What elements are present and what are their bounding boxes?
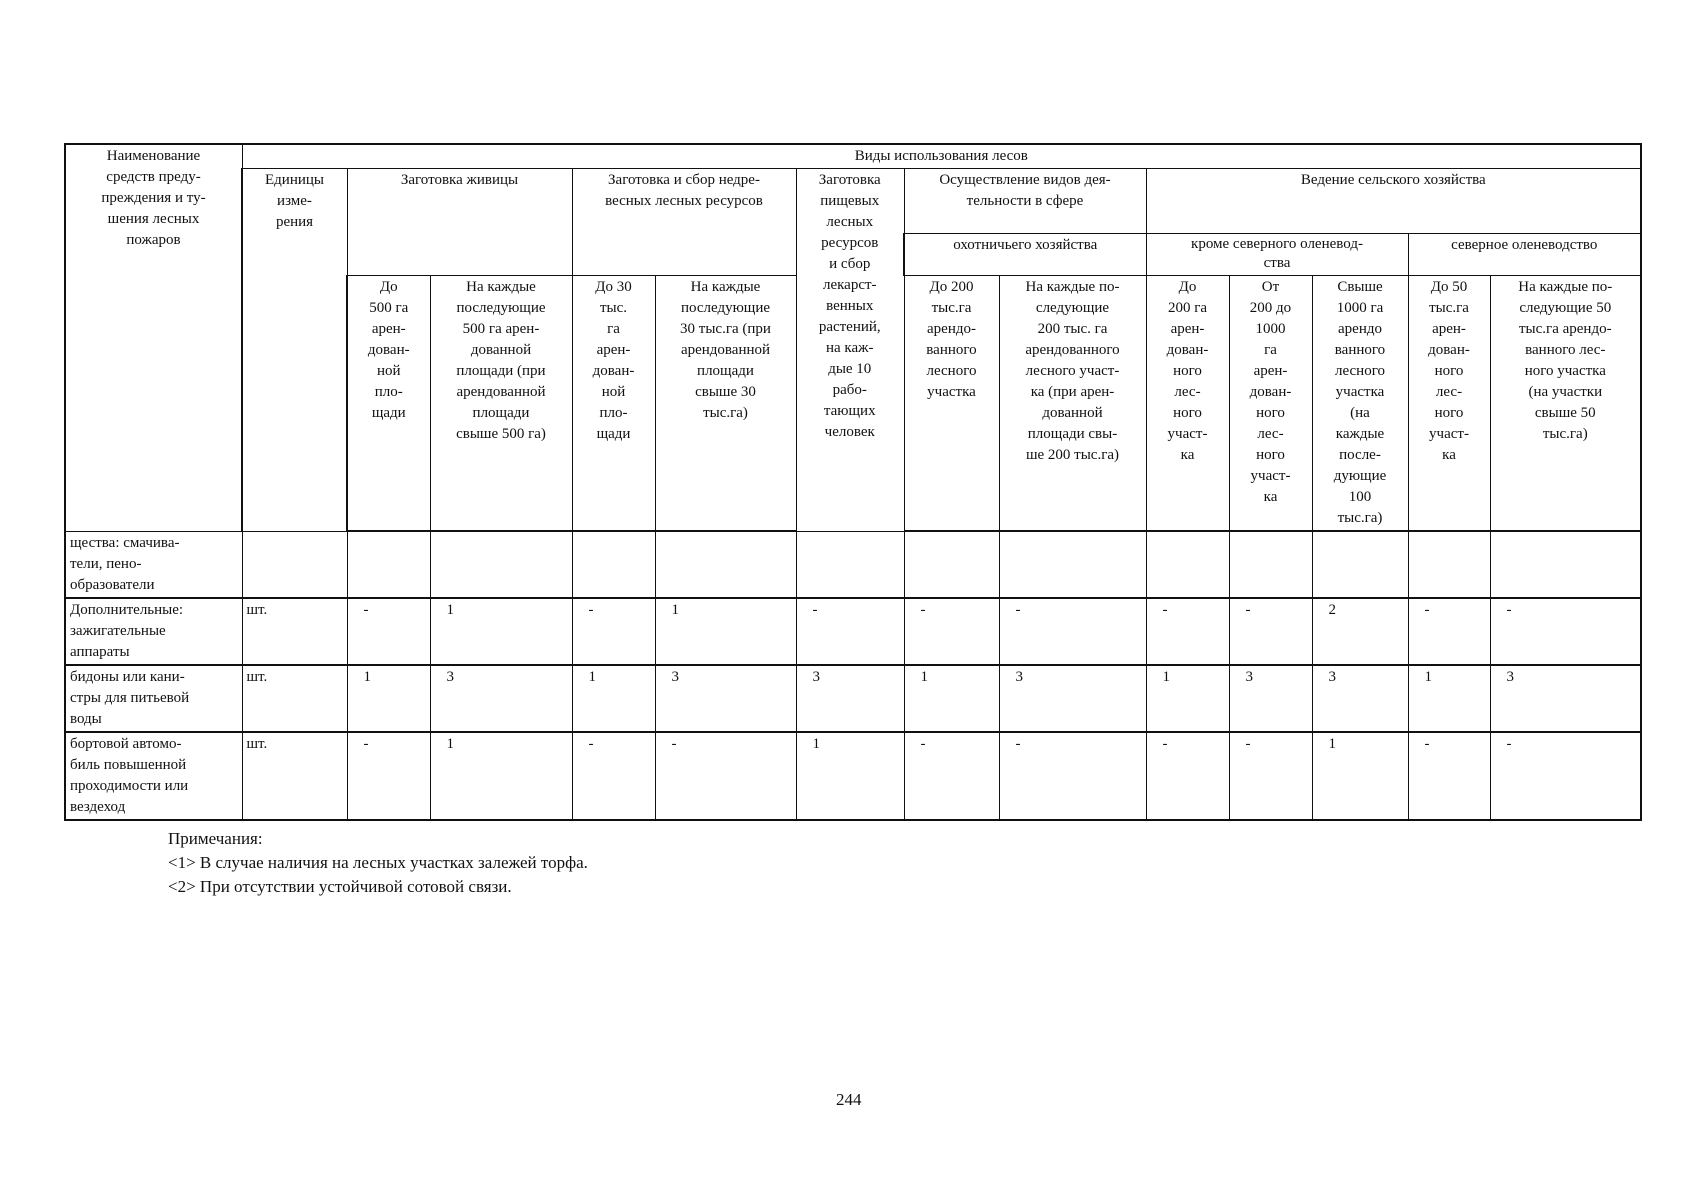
cell-value: - [1506, 601, 1512, 618]
cell-value: 1 [671, 601, 679, 618]
subheader-hunting-each-200: На каждые по- следующие 200 тыс. га арендованного лесного участ- ка (при арен- дованной площади свы- ше 200 тыс.га) [999, 276, 1146, 532]
cell-value: 1 [446, 601, 454, 618]
header-hunting-economy: охотничьего хозяйства [904, 234, 1146, 276]
cell-value: - [363, 735, 369, 752]
cell-value: - [671, 735, 677, 752]
row-unit: шт. [242, 732, 347, 820]
cell-value: - [1015, 601, 1021, 618]
cell-value: 1 [446, 735, 454, 752]
header-reindeer-herding: северное оленеводство [1408, 234, 1641, 276]
page-number: 244 [836, 1090, 862, 1109]
subheader-resin-up-to-500: До 500 га арен- дован- ной пло- щади [347, 276, 430, 532]
cell-value: 3 [446, 668, 454, 685]
subheader-agri-up-to-200: До 200 га арен- дован- ного лес- ного участ- ка [1146, 276, 1229, 532]
cell-value: - [1162, 601, 1168, 618]
row-unit: шт. [242, 665, 347, 732]
cell-value: - [1245, 601, 1251, 618]
row-unit [242, 531, 347, 598]
cell-value: 1 [1328, 735, 1336, 752]
cell-value: 2 [1328, 601, 1336, 618]
cell-value: 1 [1424, 668, 1432, 685]
header-units: Единицы изме- рения [242, 169, 347, 532]
notes-title: Примечания: [168, 829, 263, 848]
header-agriculture: Ведение сельского хозяйства [1146, 169, 1641, 234]
cell-value: - [1162, 735, 1168, 752]
cell-value: - [588, 735, 594, 752]
subheader-nontimber-each-30: На каждые последующие 30 тыс.га (при арендованной площади свыше 30 тыс.га) [655, 276, 796, 532]
cell-value: 3 [1328, 668, 1336, 685]
forest-fire-equipment-table [64, 143, 1642, 821]
header-food-resources: Заготовка пищевых лесных ресурсов и сбор лекарст- венных растений, на каж- дые 10 рабо- тающих человек [796, 169, 904, 532]
cell-value: - [1245, 735, 1251, 752]
table-row [65, 732, 1641, 820]
table-row [65, 531, 1641, 598]
row-unit: шт. [242, 598, 347, 665]
cell-value: 3 [1245, 668, 1253, 685]
subheader-reindeer-each-50: На каждые по- следующие 50 тыс.га арендо- ванного лес- ного участка (на участки свыше 50 тыс.га) [1490, 276, 1641, 532]
header-hunting-activities: Осуществление видов дея- тельности в сфере [904, 169, 1146, 234]
cell-value: - [363, 601, 369, 618]
header-nontimber-resources: Заготовка и сбор недре- весных лесных ресурсов [572, 169, 796, 276]
subheader-nontimber-up-to-30: До 30 тыс. га арен- дован- ной пло- щади [572, 276, 655, 532]
header-equipment-name: Наименование средств преду- преждения и ту- шения лесных пожаров [65, 144, 242, 531]
subheader-agri-200-1000: От 200 до 1000 га арен- дован- ного лес- ного участ- ка [1229, 276, 1312, 532]
cell-value: 3 [1015, 668, 1023, 685]
subheader-reindeer-up-to-50: До 50 тыс.га арен- дован- ного лес- ного участ- ка [1408, 276, 1490, 532]
note-1: <1> В случае наличия на лесных участках залежей торфа. [168, 853, 588, 872]
cell-value: 1 [920, 668, 928, 685]
table-row [65, 598, 1641, 665]
subheader-resin-each-500: На каждые последующие 500 га арен- дованной площади (при арендованной площади свыше 500 га) [430, 276, 572, 532]
cell-value: 3 [671, 668, 679, 685]
cell-value: - [920, 735, 926, 752]
cell-value: - [1015, 735, 1021, 752]
header-resin-harvest: Заготовка живицы [347, 169, 572, 276]
cell-value: - [1424, 735, 1430, 752]
notes-section [168, 827, 588, 899]
header-forest-use-types: Виды использования лесов [242, 144, 1641, 169]
note-2: <2> При отсутствии устойчивой сотовой связи. [168, 877, 512, 896]
row-name: бортовой автомо- биль повышенной проходимости или вездеход [65, 732, 242, 820]
subheader-hunting-up-to-200: До 200 тыс.га арендо- ванного лесного участка [904, 276, 999, 532]
row-name: щества: смачива- тели, пено- образователи [65, 531, 242, 598]
header-except-reindeer: кроме северного оленевод- ства [1146, 234, 1408, 276]
table-row [65, 665, 1641, 732]
cell-value: 1 [1162, 668, 1170, 685]
cell-value: 1 [588, 668, 596, 685]
row-name: Дополнительные: зажигательные аппараты [65, 598, 242, 665]
cell-value: - [588, 601, 594, 618]
cell-value: - [1506, 735, 1512, 752]
subheader-agri-over-1000: Свыше 1000 га арендо ванного лесного участка (на каждые после- дующие 100 тыс.га) [1312, 276, 1408, 532]
cell-value: - [812, 601, 818, 618]
cell-value: - [920, 601, 926, 618]
row-name: бидоны или кани- стры для питьевой воды [65, 665, 242, 732]
cell-value: - [1424, 601, 1430, 618]
cell-value: 1 [363, 668, 371, 685]
cell-value: 3 [1506, 668, 1514, 685]
cell-value: 1 [812, 735, 820, 752]
cell-value: 3 [812, 668, 820, 685]
